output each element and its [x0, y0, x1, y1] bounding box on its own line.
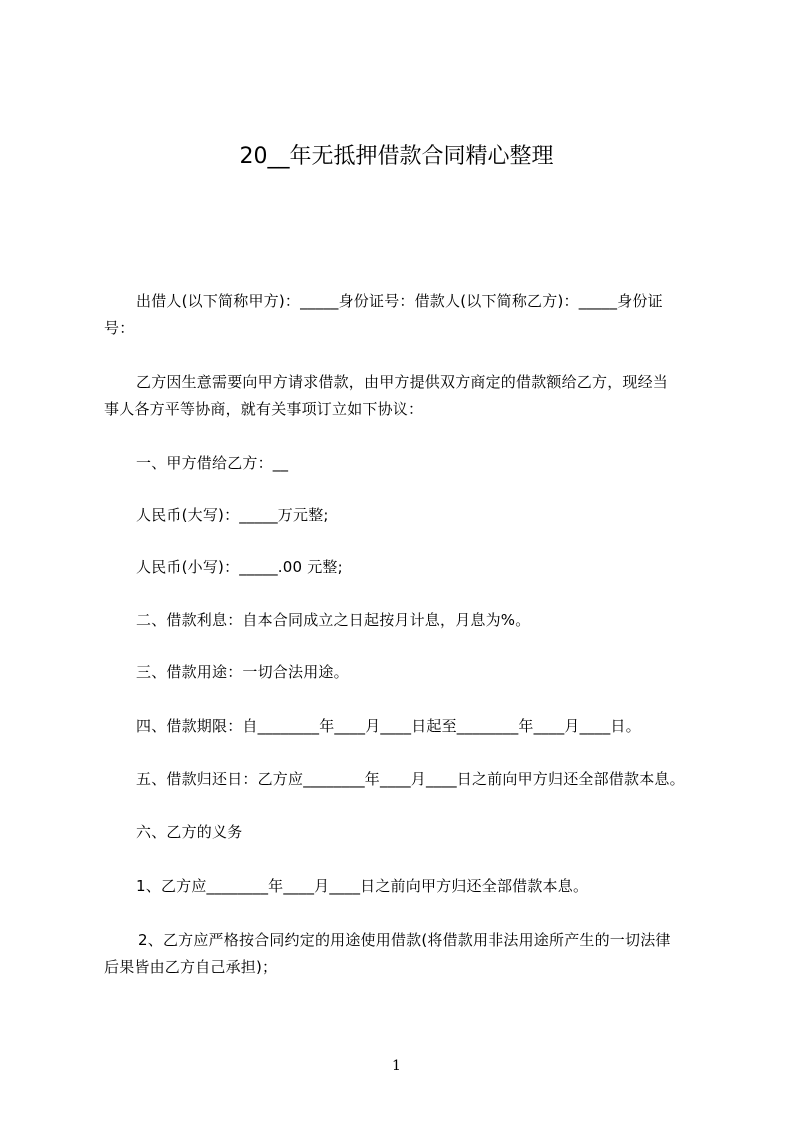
parties-line-2: 号： — [104, 319, 135, 337]
obligation-1: 1、乙方应________年____月____日之前向甲方归还全部借款本息。 — [136, 877, 589, 895]
document-title: 20__年无抵押借款合同精心整理 — [239, 144, 554, 169]
clause-4: 四、借款期限：自________年____月____日起至________年____月____日。 — [136, 717, 641, 735]
rmb-upper: 人民币(大写)：_____万元整; — [136, 506, 329, 524]
clause-3: 三、借款用途：一切合法用途。 — [136, 663, 349, 681]
parties-line-1: 出借人(以下简称甲方)：_____身份证号：借款人(以下简称乙方)：_____身份证 — [136, 292, 663, 310]
intro-line-2: 事人各方平等协商，就有关事项订立如下协议： — [104, 400, 424, 418]
clause-2: 二、借款利息：自本合同成立之日起按月计息，月息为%。 — [136, 611, 531, 629]
rmb-lower: 人民币(小写)：_____.00 元整; — [136, 558, 343, 576]
obligation-2-line-1: 2、乙方应严格按合同约定的用途使用借款(将借款用非法用途所产生的一切法律 — [138, 931, 671, 949]
obligation-2-line-2: 后果皆由乙方自己承担)； — [104, 958, 278, 976]
intro-line-1: 乙方因生意需要向甲方请求借款，由甲方提供双方商定的借款额给乙方，现经当 — [136, 373, 669, 391]
clause-6: 六、乙方的义务 — [136, 823, 243, 841]
clause-5: 五、借款归还日：乙方应________年____月____日之前向甲方归还全部借款本息。 — [136, 770, 685, 788]
page-number: 1 — [392, 1058, 401, 1074]
clause-1: 一、甲方借给乙方：__ — [136, 454, 289, 472]
